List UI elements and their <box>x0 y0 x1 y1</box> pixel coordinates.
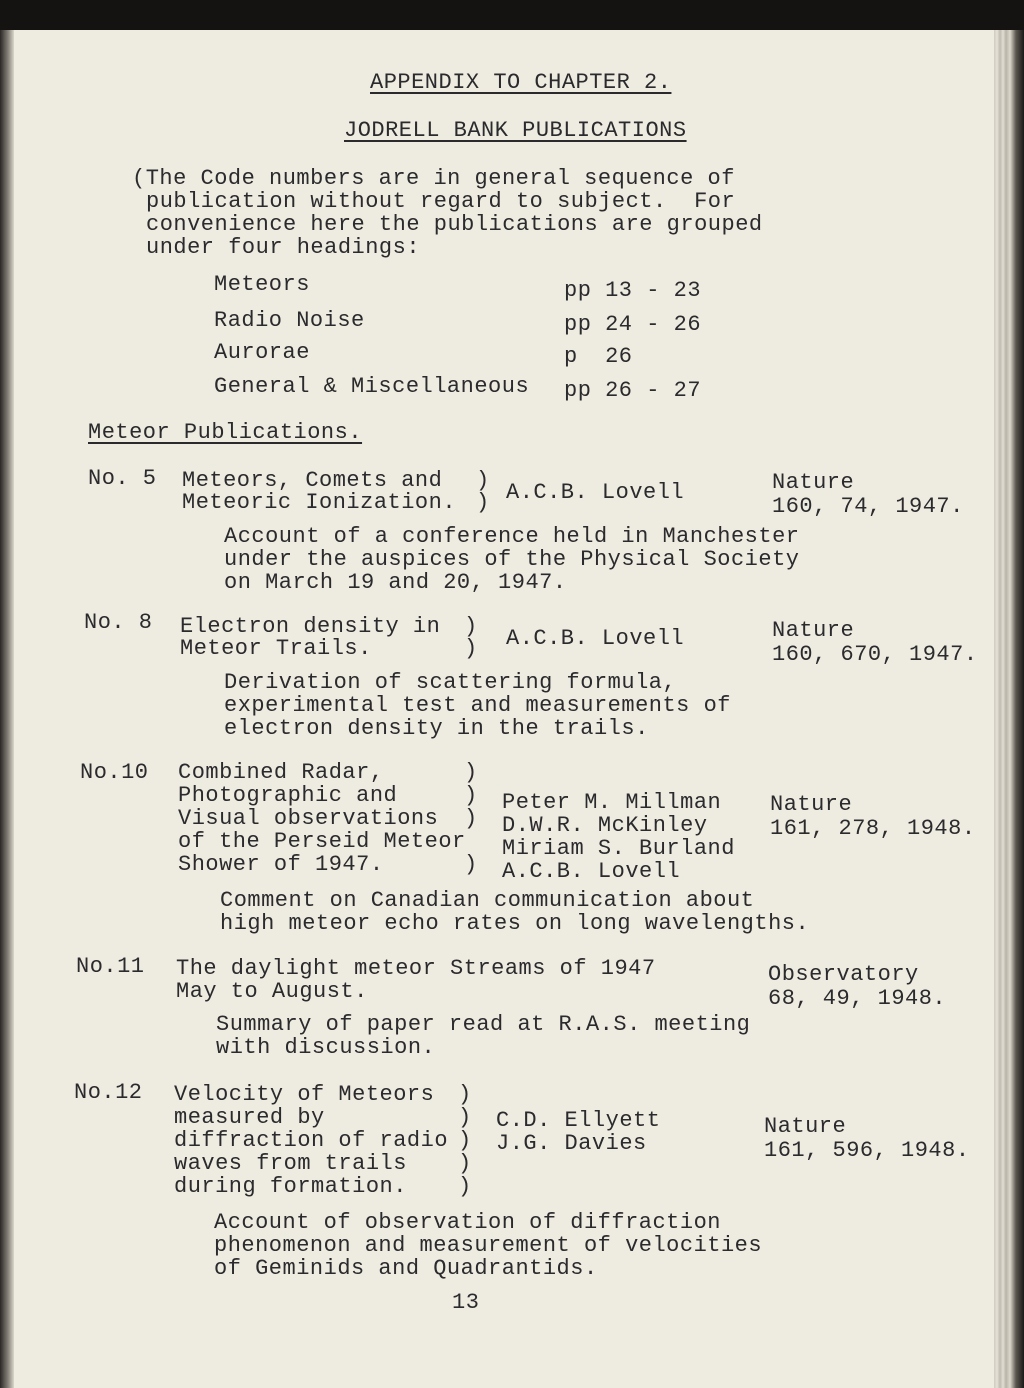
entry-title-line: Visual observations <box>178 806 439 831</box>
entry-title-line: waves from trails <box>174 1151 407 1176</box>
intro-line: (The Code numbers are in general sequence of <box>132 166 735 191</box>
heading-pages: pp 24 - 26 <box>564 312 702 337</box>
entry-summary-line: phenomenon and measurement of velocities <box>214 1233 763 1258</box>
entry-citation: 160, 670, 1947. <box>772 642 978 667</box>
bracket-mark: ) <box>464 636 478 661</box>
heading-pages: pp 13 - 23 <box>564 278 702 303</box>
entry-summary-line: experimental test and measurements of <box>224 693 731 718</box>
entry-summary-line: on March 19 and 20, 1947. <box>224 570 567 595</box>
heading-name: General & Miscellaneous <box>214 374 530 399</box>
entry-title-line: measured by <box>174 1105 325 1130</box>
entry-title-line: Velocity of Meteors <box>174 1082 435 1107</box>
publications-subtitle: JODRELL BANK PUBLICATIONS <box>344 118 687 143</box>
entry-title-line: Meteor Trails. <box>180 636 372 661</box>
appendix-title: APPENDIX TO CHAPTER 2. <box>370 70 672 95</box>
entry-citation: 161, 596, 1948. <box>764 1138 970 1163</box>
page-number: 13 <box>452 1290 480 1315</box>
intro-line: convenience here the publications are grouped <box>146 212 763 237</box>
scan-border-top <box>0 0 1024 30</box>
entry-author: A.C.B. Lovell <box>506 480 685 505</box>
entry-journal: Nature <box>772 618 855 643</box>
entry-title-line: Electron density in <box>180 614 441 639</box>
entry-author: J.G. Davies <box>496 1131 647 1156</box>
entry-title-line: Meteors, Comets and <box>182 468 443 493</box>
bracket-mark: ) <box>464 783 478 808</box>
bracket-mark: ) <box>458 1082 472 1107</box>
heading-name: Radio Noise <box>214 308 365 333</box>
entry-summary-line: Account of a conference held in Manchester <box>224 524 800 549</box>
entry-title-line: Photographic and <box>178 783 398 808</box>
entry-summary-line: high meteor echo rates on long wavelengths. <box>220 911 810 936</box>
entry-title-line: Meteoric Ionization. <box>182 490 457 515</box>
entry-summary-line: Account of observation of diffraction <box>214 1210 721 1235</box>
entry-author: A.C.B. Lovell <box>502 859 681 884</box>
entry-author: A.C.B. Lovell <box>506 626 685 651</box>
entry-summary-line: Summary of paper read at R.A.S. meeting <box>216 1012 751 1037</box>
entry-title-line: The daylight meteor Streams of 1947 <box>176 956 656 981</box>
entry-title-line: during formation. <box>174 1174 407 1199</box>
bracket-mark: ) <box>476 468 490 493</box>
entry-title-line: diffraction of radio <box>174 1128 449 1153</box>
document-page <box>14 30 994 1388</box>
entry-journal: Nature <box>772 470 855 495</box>
entry-number: No.11 <box>76 954 145 979</box>
entry-number: No. 5 <box>88 466 157 491</box>
heading-name: Aurorae <box>214 340 310 365</box>
entry-summary-line: with discussion. <box>216 1035 436 1060</box>
entry-author: C.D. Ellyett <box>496 1108 661 1133</box>
bracket-mark: ) <box>464 760 478 785</box>
intro-line: publication without regard to subject. For <box>146 189 736 214</box>
entry-number: No.12 <box>74 1080 143 1105</box>
entry-title-line: May to August. <box>176 979 368 1004</box>
entry-journal: Nature <box>764 1114 847 1139</box>
entry-title-line: of the Perseid Meteor <box>178 829 466 854</box>
heading-pages: pp 26 - 27 <box>564 378 702 403</box>
entry-journal: Observatory <box>768 962 919 987</box>
entry-number: No. 8 <box>84 610 153 635</box>
entry-summary-line: electron density in the trails. <box>224 716 649 741</box>
bracket-mark: ) <box>458 1105 472 1130</box>
section-title: Meteor Publications. <box>88 420 363 445</box>
entry-citation: 160, 74, 1947. <box>772 494 964 519</box>
entry-title-line: Shower of 1947. <box>178 852 384 877</box>
bracket-mark: ) <box>458 1128 472 1153</box>
bracket-mark: ) <box>464 614 478 639</box>
entry-author: Peter M. Millman <box>502 790 722 815</box>
bracket-mark: ) <box>464 806 478 831</box>
heading-pages: p 26 <box>564 344 633 369</box>
entry-number: No.10 <box>80 760 149 785</box>
entry-summary-line: Derivation of scattering formula, <box>224 670 677 695</box>
entry-summary-line: under the auspices of the Physical Society <box>224 547 800 572</box>
entry-author: D.W.R. McKinley <box>502 813 708 838</box>
entry-journal: Nature <box>770 792 853 817</box>
bracket-mark: ) <box>458 1174 472 1199</box>
entry-author: Miriam S. Burland <box>502 836 735 861</box>
entry-title-line: Combined Radar, <box>178 760 384 785</box>
book-binding <box>0 30 14 1388</box>
entry-summary-line: of Geminids and Quadrantids. <box>214 1256 598 1281</box>
heading-name: Meteors <box>214 272 310 297</box>
entry-citation: 68, 49, 1948. <box>768 986 947 1011</box>
entry-summary-line: Comment on Canadian communication about <box>220 888 755 913</box>
bracket-mark: ) <box>476 490 490 515</box>
bracket-mark: ) <box>458 1151 472 1176</box>
entry-citation: 161, 278, 1948. <box>770 816 976 841</box>
bracket-mark: ) <box>464 852 478 877</box>
page-edges <box>994 30 1024 1388</box>
intro-line: under four headings: <box>146 235 421 260</box>
